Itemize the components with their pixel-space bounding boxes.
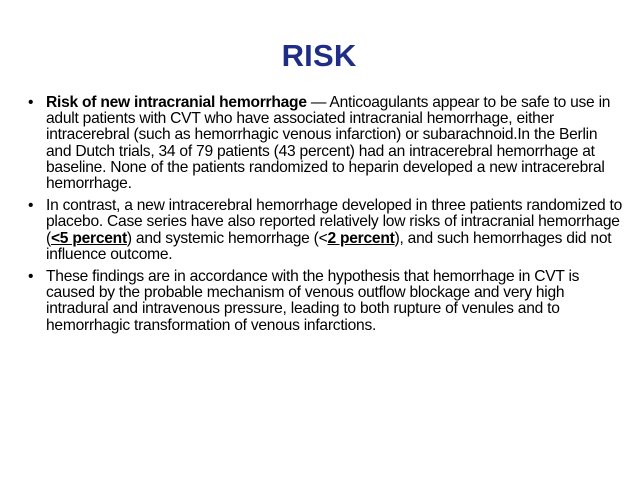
bullet-item-hypothesis [28, 269, 624, 334]
emphasis-systemic-risk: 2 percent [327, 229, 395, 247]
bullet-item-new-hemorrhage-risk [28, 95, 624, 192]
bullet-dot-icon: • [28, 197, 34, 215]
bullet-item-contrast [28, 198, 624, 263]
bullet-text: ), and such hemorrhages did not influence outcome. [46, 229, 612, 263]
bullet-text: These findings are in accordance with the hypothesis that hemorrhage in CVT is caused by the probable mechanism of venous outflow blockage and very high intradural and intravenous pressure, leading to both rupture of venules and to hemorrhagic transformation of venous infarctions. [46, 268, 580, 334]
bullet-dot-icon: • [28, 268, 34, 286]
bullet-text: In contrast, a new intracerebral hemorrhage developed in three patients randomized to placebo. Case series have also reported relatively low risks of intracranial hemorrhage ( [46, 197, 622, 247]
bullet-list [28, 95, 624, 340]
bullet-text: ) and systemic hemorrhage (< [126, 229, 328, 247]
slide-title: RISK [281, 38, 357, 73]
bullet-lead-heading: Risk of new intracranial hemorrhage [46, 94, 307, 111]
bullet-dot-icon: • [28, 94, 34, 111]
bullet-text: — Anticoagulants appear to be safe to use in adult patients with CVT who have associated intracranial hemorrhage, either intracerebral (such as hemorrhagic venous infarction) or subarachnoid.In the Berlin and Dutch trials, 34 of 79 patients (43 percent) had an intracerebral hemorrhage at baseline. None of the patients randomized to heparin developed a new intracerebral hemorrhage. [46, 94, 611, 193]
emphasis-intracranial-risk: <5 percent [50, 229, 127, 247]
